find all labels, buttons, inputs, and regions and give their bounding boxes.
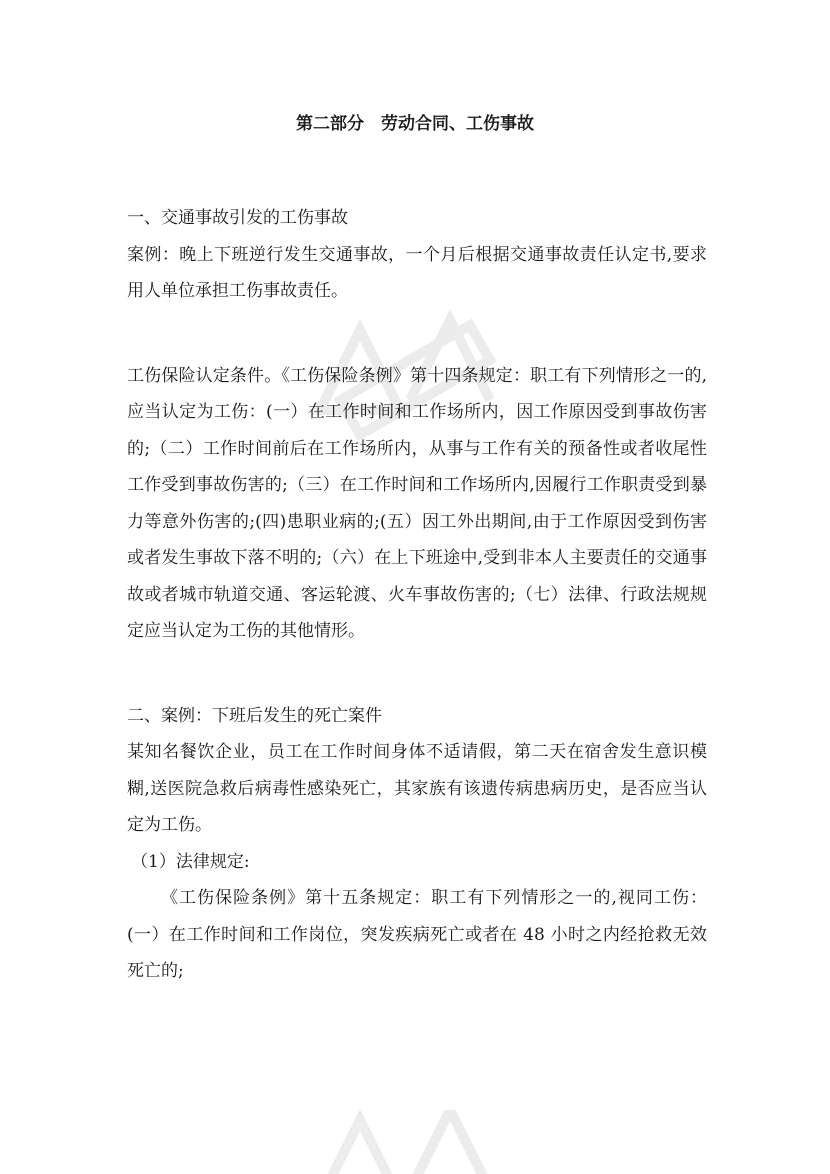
section-2-case: 某知名餐饮企业，员工在工作时间身体不适请假，第二天在宿舍发生意识模糊,送医院急救后病毒性感染死亡，其家族有该遗传病患病历史，是否应当认定为工伤。 (127, 742, 707, 835)
section-1-conditions: 工伤保险认定条件。《工伤保险条例》第十四条规定：职工有下列情形之一的,应当认定为工伤：(一）在工作时间和工作场所内，因工作原因受到事故伤害的;（二）工作时间前后在工作场所内，从事与工作有关的预备性或者收尾性工作受到事故伤害的;（三）在工作时间和工作场所内,因履行工作职责受到暴力等意外伤害的;(四)患职业病的;(五）因工外出期间,由于工作原因受到伤害或者发生事故下落不明的;（六）在上下班途中,受到非本人主要责任的交通事故或者城市轨道交通、客运轮渡、火车事故伤害的;（七）法律、行政法规规定应当认定为工伤的其他情形。 (127, 365, 707, 641)
legal-text: 《工伤保险条例》第十五条规定：职工有下列情形之一的,视同工伤：(一）在工作时间和工作岗位，突发疾病死亡或者在 48 小时之内经抢救无效死亡的; (127, 888, 707, 981)
paragraph-gap (127, 650, 707, 698)
document-body (127, 200, 707, 990)
paragraph-gap (127, 310, 707, 358)
section-1-heading: 一、交通事故引发的工伤事故 (127, 208, 348, 228)
page-title: 第二部分 劳动合同、工伤事故 (296, 114, 534, 134)
section-1-case: 案例：晚上下班逆行发生交通事故，一个月后根据交通事故责任认定书,要求用人单位承担工伤事故责任。 (127, 244, 707, 301)
legal-heading: （1）法律规定: (131, 851, 250, 872)
watermark-logo-bottom (300, 1110, 530, 1174)
section-2-heading: 二、案例：下班后发生的死亡案件 (127, 705, 382, 726)
